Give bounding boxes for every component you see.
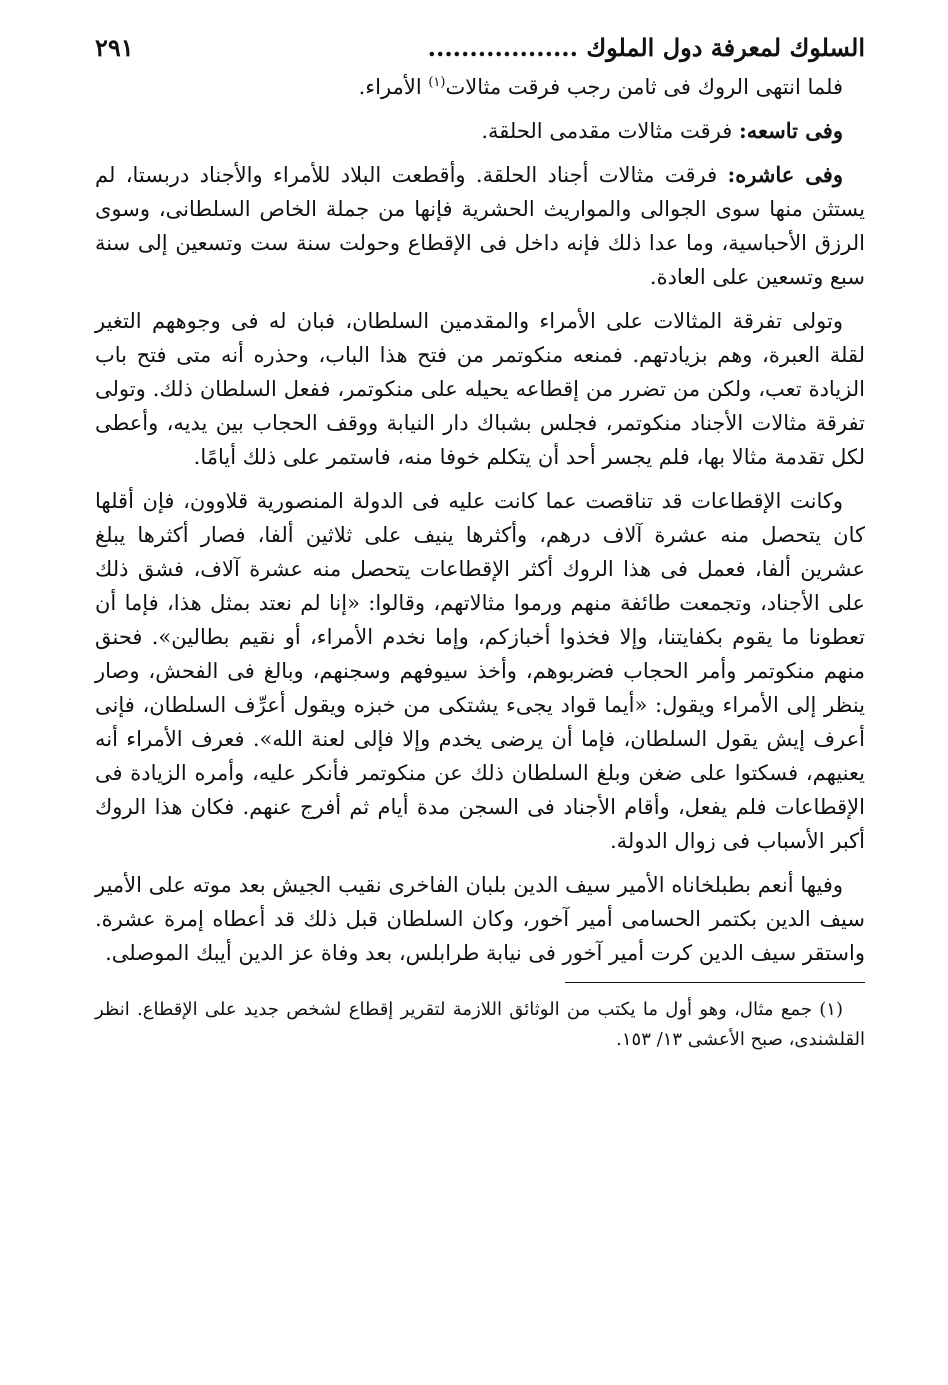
paragraph-3-lead: وفى عاشره: <box>727 162 843 187</box>
paragraph-3 <box>95 158 865 294</box>
paragraph-2-lead: وفى تاسعه: <box>739 118 843 143</box>
paragraph-5-text: وكانت الإقطاعات قد تناقصت عما كانت عليه فى الدولة المنصورية قلاوون، فإن أقلها كان يتحصل منه عشرة آلاف درهم، وأكثرها ينيف على ثلاثين ألفا، فصار أكثرها يبلغ عشرين ألفا، فعمل فى هذا الروك أكثر الإقطاعات يتحصل منه عشرة آلاف، فشق ذلك على الأجناد، وتجمعت طائفة منهم ورموا مثالاتهم، وقالوا: «إنا لم نعتد بمثل هذا، فإما أن تعطونا ما يقوم بكفايتنا، وإلا فخذوا أخبازكم، وإما نخدم الأمراء، أو نقيم بطالين». فحنق منهم منكوتمر وأمر الحجاب فضربوهم، وأخذ سيوفهم وسجنهم، وبالغ فى الفحش، وصار ينظر إلى الأمراء ويقول: «أيما قواد يجىء يشتكى من خبزه ويقول أعرِّف السلطان، فإنى أعرف إيش يقول السلطان، فإما أن يرضى يخدم وإلا فإلى لعنة الله». فعرف الأمراء أنه يعنيهم، فسكتوا على ضغن وبلغ السلطان ذلك عن منكوتمر فأنكر عليه، وأمره الزيادة فى الإقطاعات فلم يفعل، وأقام الأجناد فى السجن مدة أيام ثم أفرج عنهم. فكان هذا الروك أكبر الأسباب فى زوال الدولة. <box>95 489 866 853</box>
paragraph-2 <box>95 114 865 148</box>
footnote-divider <box>565 982 865 983</box>
paragraph-4 <box>95 304 865 474</box>
footnote-reference: (١) <box>428 75 446 90</box>
paragraph-3-text: فرقت مثالات أجناد الحلقة. وأقطعت البلاد للأمراء والأجناد دربستا، لم يستثن منها سوى الجوالى والمواريث الحشرية فإنها من جملة الخاص السلطانى، وسوى الرزق الأحباسية، وما عدا ذلك فإنه داخل فى الإقطاع وحولت سنة ست وتسعين إلى سنة سبع وتسعين على العادة. <box>95 163 865 289</box>
paragraph-6-text: وفيها أنعم بطبلخاناه الأمير سيف الدين بلبان الفاخرى نقيب الجيش بعد موته على الأمير سيف الدين بكتمر الحسامى أمير آخور، وكان السلطان قبل ذلك قد أعطاه إمرة عشرة. واستقر سيف الدين كرت أمير آخور فى نيابة طرابلس، بعد وفاة عز الدين أيبك الموصلى. <box>95 873 865 965</box>
paragraph-1 <box>95 70 865 104</box>
paragraph-1-text: فلما انتهى الروك فى ثامن رجب فرقت مثالات <box>445 75 843 99</box>
paragraph-5 <box>95 484 865 858</box>
footnote: (١) جمع مثال، وهو أول ما يكتب من الوثائق اللازمة لتقرير إقطاع لشخص جديد على الإقطاع. انظر القلشندى، صبح الأعشى ١٣/ ١٥٣. <box>95 999 865 1050</box>
paragraph-6 <box>95 868 865 970</box>
page-number: ٢٩١ <box>95 33 134 62</box>
running-header <box>95 30 865 70</box>
paragraph-2-text: فرقت مثالات مقدمى الحلقة. <box>481 119 740 143</box>
running-title: السلوك لمعرفة دول الملوك .................. <box>427 33 865 62</box>
paragraph-4-text: وتولى تفرقة المثالات على الأمراء والمقدمين السلطان، فبان له فى وجوههم التغير لقلة العبرة، وهم بزيادتهم. فمنعه منكوتمر من فتح هذا الباب، وحذره أنه متى فتح باب الزيادة تعب، ولكن من تضرر من إقطاعه يحيله على منكوتمر، ففعل السلطان ذلك. وتولى تفرقة مثالات الأجناد منكوتمر، فجلس بشباك دار النيابة ووقف الحجاب بين يديه، وأعطى لكل تقدمة مثالا بها، فلم يجسر أحد أن يتكلم خوفا منه، فاستمر على ذلك أيامًا. <box>95 309 865 469</box>
paragraph-1-text-after: الأمراء. <box>358 75 429 99</box>
book-page <box>95 30 865 1360</box>
